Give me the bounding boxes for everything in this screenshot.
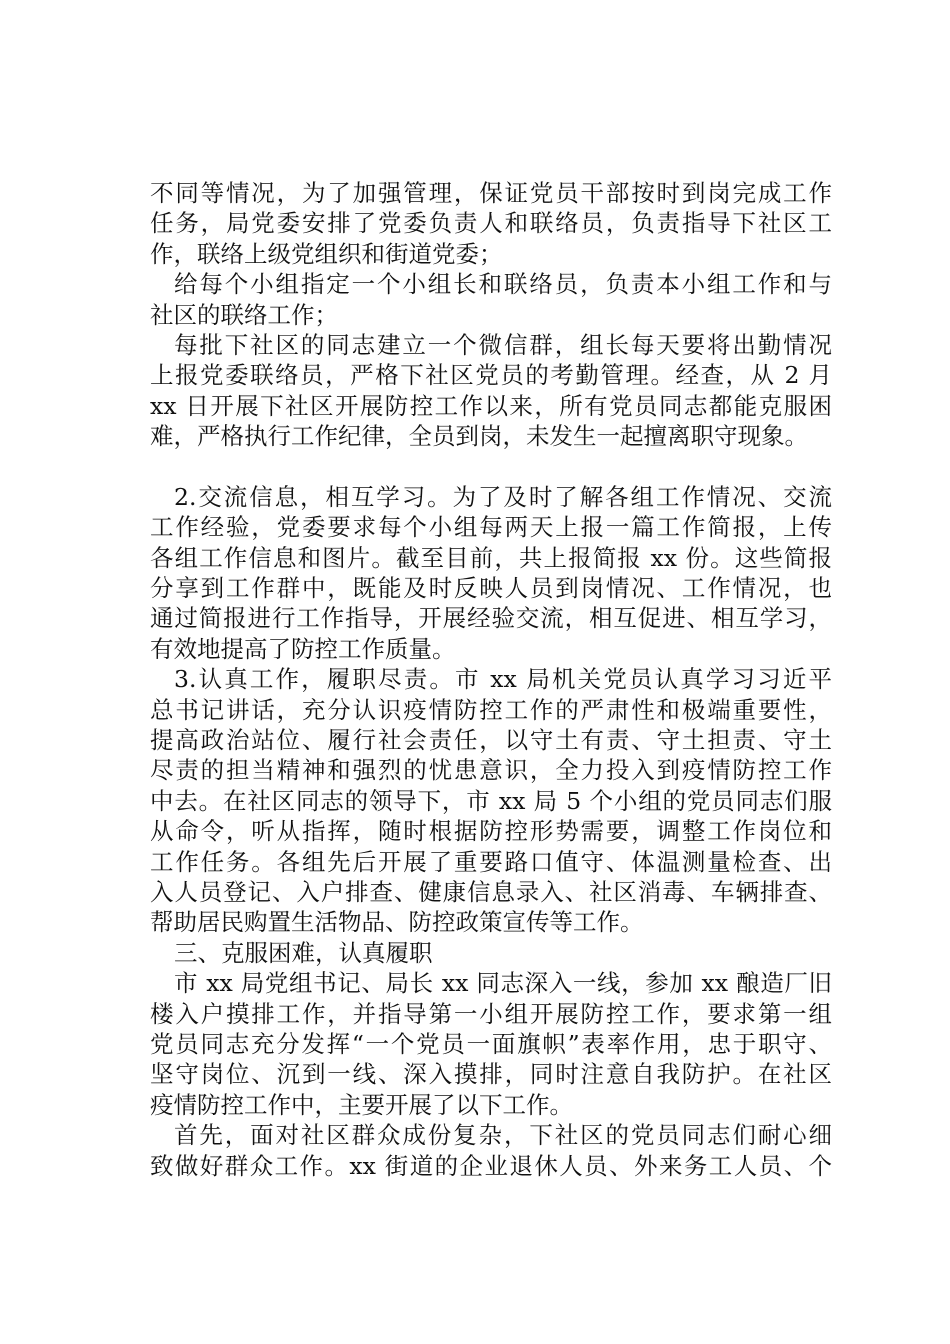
paragraph: [150, 968, 832, 1120]
text-line: 作，联络上级党组织和街道党委；: [150, 239, 503, 268]
text-line: 不同等情况，为了加强管理，保证党员干部按时到岗完成工作: [150, 179, 832, 207]
text-line: 每批下社区的同志建立一个微信群，组长每天要将出勤情况: [174, 330, 832, 359]
text-line: 3.认真工作，履职尽责。市 xx 局机关党员认真学习习近平: [174, 665, 832, 694]
text-line: 致做好群众工作。xx 街道的企业退休人员、外来务工人员、个: [150, 1151, 832, 1180]
text-line: 通过简报进行工作指导，开展经验交流，相互促进、相互学习，: [150, 604, 832, 633]
text-line: 难，严格执行工作纪律，全员到岗，未发生一起擅离职守现象。: [150, 422, 808, 451]
paragraph: [150, 330, 832, 452]
text-line: 中去。在社区同志的领导下，市 xx 局 5 个小组的党员同志们服: [150, 786, 832, 815]
paragraph: [150, 482, 832, 664]
text-line: 任务，局党委安排了党委负责人和联络员，负责指导下社区工: [150, 209, 832, 238]
paragraph: [150, 938, 832, 968]
text-line: 工作任务。各组先后开展了重要路口值守、体温测量检查、出: [150, 847, 832, 876]
text-line: 首先，面对社区群众成份复杂，下社区的党员同志们耐心细: [174, 1121, 832, 1150]
text-line: 尽责的担当精神和强烈的忧患意识，全力投入到疫情防控工作: [150, 756, 832, 785]
text-line: 党员同志充分发挥“一个党员一面旗帜”表率作用，忠于职守、: [150, 1029, 832, 1058]
paragraph: [150, 664, 832, 938]
paragraph: [150, 178, 832, 269]
text-line: 上报党委联络员，严格下社区党员的考勤管理。经查，从 2 月: [150, 361, 832, 390]
text-line: 楼入户摸排工作，并指导第一小组开展防控工作，要求第一组: [150, 999, 832, 1028]
text-line: 总书记讲话，充分认识疫情防控工作的严肃性和极端重要性，: [150, 695, 832, 724]
text-line: 从命令，听从指挥，随时根据防控形势需要，调整工作岗位和: [150, 817, 832, 846]
text-line: 分享到工作群中，既能及时反映人员到岗情况、工作情况，也: [150, 574, 832, 603]
text-line: 疫情防控工作中，主要开展了以下工作。: [150, 1090, 573, 1119]
paragraph: [150, 269, 832, 330]
text-line: 市 xx 局党组书记、局长 xx 同志深入一线，参加 xx 酿造厂旧: [174, 969, 832, 998]
paragraph: [150, 1120, 832, 1181]
text-line: 提高政治站位、履行社会责任，以守土有责、守土担责、守土: [150, 726, 832, 755]
text-line: 帮助居民购置生活物品、防控政策宣传等工作。: [150, 908, 644, 937]
text-line: 各组工作信息和图片。截至目前，共上报简报 xx 份。这些简报: [150, 543, 832, 572]
text-line: 三、克服困难，认真履职: [174, 938, 433, 967]
text-line: 坚守岗位、沉到一线、深入摸排，同时注意自我防护。在社区: [150, 1060, 832, 1089]
document-body: [150, 178, 832, 1181]
text-line: 社区的联络工作；: [150, 300, 338, 329]
text-line: 有效地提高了防控工作质量。: [150, 634, 456, 663]
blank-line: [150, 452, 832, 482]
text-line: 工作经验，党委要求每个小组每两天上报一篇工作简报，上传: [150, 513, 832, 542]
text-line: 给每个小组指定一个小组长和联络员，负责本小组工作和与: [174, 270, 832, 299]
text-line: xx 日开展下社区开展防控工作以来，所有党员同志都能克服困: [150, 391, 832, 420]
text-line: 入人员登记、入户排查、健康信息录入、社区消毒、车辆排查、: [150, 877, 832, 906]
text-line: 2.交流信息，相互学习。为了及时了解各组工作情况、交流: [174, 482, 832, 511]
